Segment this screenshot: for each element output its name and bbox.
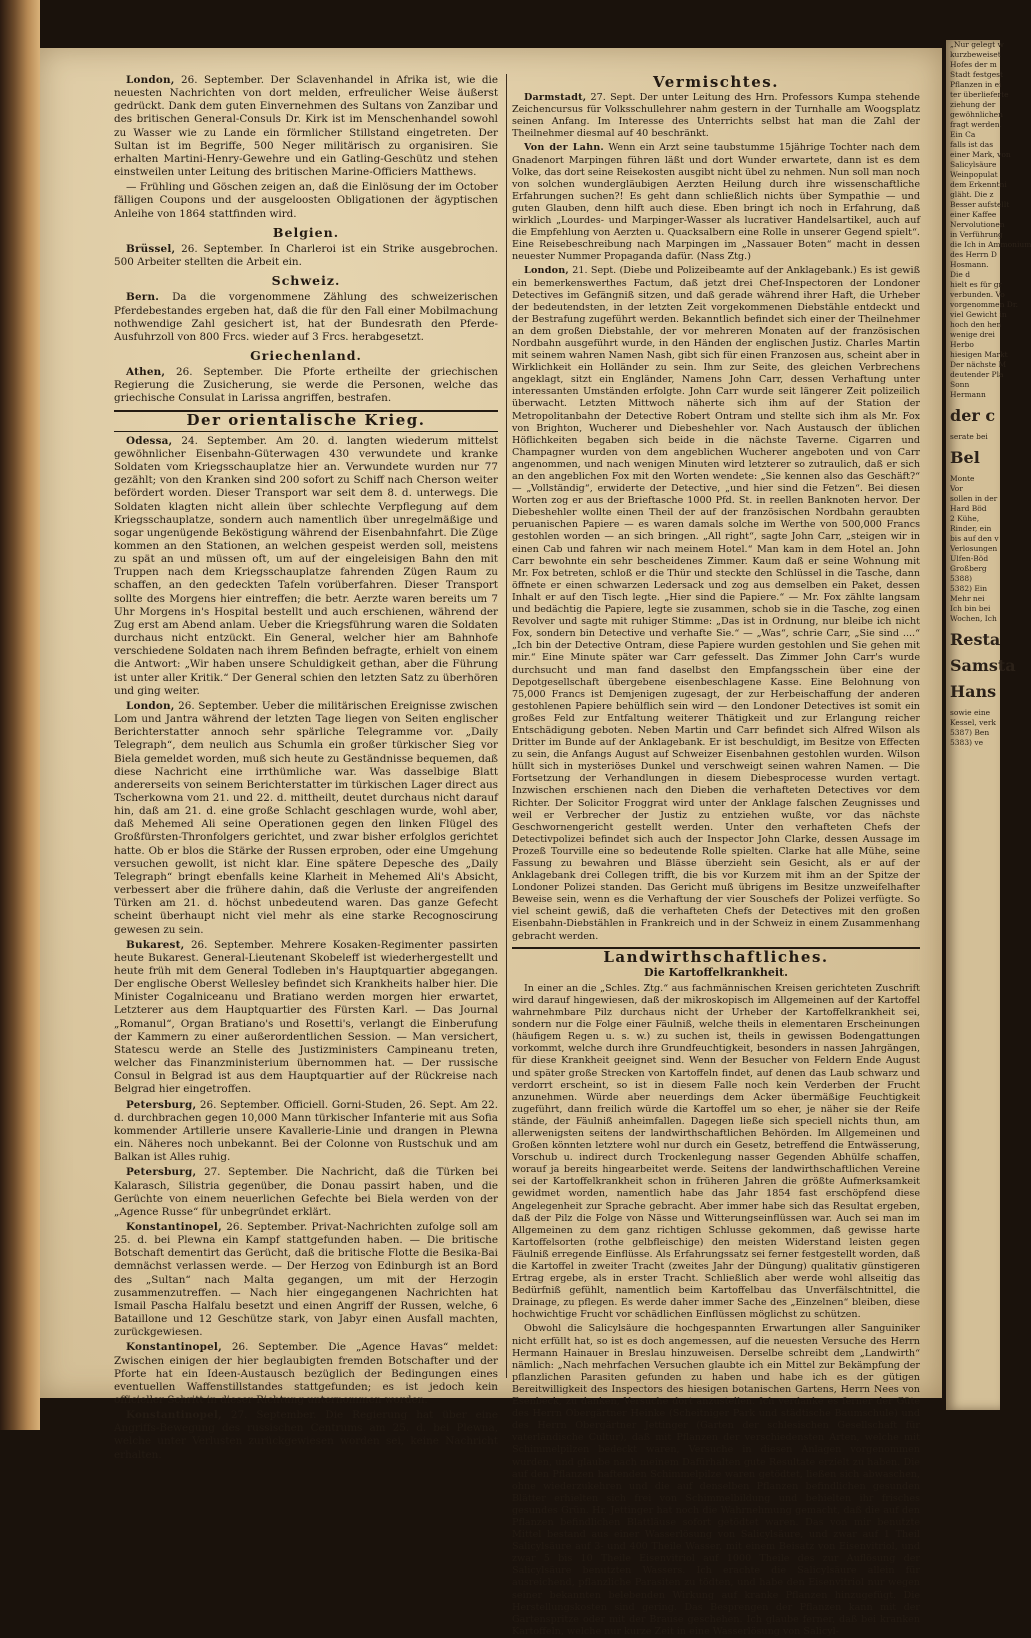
- adjacent-page-fragment: ter überlieferte: [950, 90, 1009, 99]
- adjacent-page-fragment: Resta: [950, 630, 1001, 649]
- adjacent-page-fragment: ziehung der: [950, 100, 996, 109]
- adjacent-page-fragment: 5387) Ben: [950, 728, 990, 737]
- adjacent-page-fragment: Stadt festgest: [950, 70, 1004, 79]
- adjacent-page-fragment: sollen in der: [950, 494, 998, 503]
- adjacent-page-fragment: sowie eine: [950, 708, 991, 717]
- adjacent-page-fragment: Die d: [950, 270, 971, 279]
- article-bern: Bern. Da die vorgenommene Zählung des schweizerischen Pferdebestandes ergeben hat, daß die für den Fall einer Mobilmachung nothwendige Zahl gesichert ist, hat der Bundesrath den Pferde-Ausfuhrzoll von 800 Frcs. wieder auf 3 Frcs. herabgesetzt.: [114, 291, 498, 343]
- adjacent-page-fragment: wenige drei: [950, 330, 995, 339]
- article-london-telegraph: London, 26. September. Ueber die militärischen Ereignisse zwischen Lom und Jantra während der letzten Tage liegen von Seiten englischer Berichterstatter annoch sehr spärliche Telegramme vor. „Daily Telegraph“, dem neulich aus Schumla ein großer türkischer Sieg vor Biela gemeldet worden, muß sich heute zu Geständnisse bequemen, daß diese Nachricht eine irrthümliche war. Was dasselbige Blatt andererseits von seinem Berichterstatter im türkischen Lager direct aus Tscherkowna vom 21. und 22. d. mittheilt, deutet durchaus nicht darauf hin, daß am 21. d. eine große Schlacht geschlagen wurde, wohl aber, daß Mehemed Ali seine Operationen gegen den linken Flügel des Großfürsten-Thronfolgers gerichtet, und zwar bisher erfolglos gerichtet hatte. Ob er blos die Stärke der Russen erproben, oder eine Umgehung versuchen gewollt, ist nicht klar. Eine spätere Depesche des „Daily Telegraph“ bringt ebenfalls keine Klarheit in Mehemed Ali's Absicht, verbessert aber die frühere dahin, daß die Verluste der angreifenden Türken am 21. d. höchst unbedeutend waren. Das ganze Gefecht scheint überhaupt nicht viel mehr als eine starke Recognoscirung gewesen zu sein.: [114, 699, 498, 936]
- adjacent-page-fragment: gewöhnlichen: [950, 110, 1003, 119]
- dateline: Darmstadt,: [524, 92, 587, 104]
- newspaper-page: [40, 48, 942, 1637]
- dateline: Petersburg,: [126, 1098, 197, 1111]
- adjacent-page-fragment: verbunden. Vo: [950, 290, 1005, 299]
- section-heading-krieg: Der orientalische Krieg.: [186, 410, 426, 429]
- adjacent-page-fragment: serate bei: [950, 432, 988, 441]
- adjacent-page-fragment: 5383) ve: [950, 738, 984, 747]
- adjacent-page-fragment: Hermann: [950, 390, 986, 399]
- adjacent-page-fragment: Monte: [950, 474, 975, 483]
- adjacent-page-fragment: der c: [950, 406, 996, 425]
- dateline: Brüssel,: [126, 242, 176, 255]
- adjacent-page-fragment: 2 Kühe,: [950, 514, 980, 523]
- section-rule: [114, 431, 498, 432]
- adjacent-page-fragment: vorgenommen Dr.: [950, 300, 1018, 309]
- article-kartoffel-2: Obwohl die Salicylsäure die hochgespannten Erwartungen aller Sanguiniker nicht erfüllt hat, so ist es doch angemessen, auf die neuesten Versuche des Herrn Hermann Hainauer in Breslau hinzuweisen. Derselbe schreibt dem „Landwirth“ nämlich: „Nach mehrfachen Versuchen glaubte ich ein Mittel zur Bekämpfung der pflanzlichen Parasiten gefunden zu haben und habe ich es der gütigen Bereitwilligkeit des Inspectors des hiesigen botanischen Gartens, Herrn Nees von Esenbeck, zu danken, Versuche dort anzustellen. Ich verdanke es ferner der Güte des Herrn Obergärtner Heinke (Scheitniger Park und städtische Baumschule) und des Herrn Obergärtner Jettinger (Garten der schlesischen Gesellschaft für vaterländische Cultur), daß mit Pflanzen der verschiedensten Arten, welche mit Schimmelpilzen bedeckt waren, Versuche in diesen Anlagen vorgenommen wurden, und glaube nach meinem Dafürhalten gute Resultate erzielt zu haben. Die auf den Pflanzen haftenden Schimmelpilze waren getödtet, ließen sich abwaschen, ohne wiederzukehren und die auf denselben Pflanzen befindlichen gesunden Blätter erhielten sich frei von Schimmelbildung und behielten ihr frisches gesundes Grün. Hr. Jettinger hat noch die Wahrnehmung gemacht, daß die auf den Pflanzen befindlichen Blattläuse sofort getödtet waren. Das von mir benutzte Mittel bestand aus einer Wasserlösung von Salicylsäure, und zwar auf 1 Theil Salicylsäure auf 3- und 400 Theile Wasser, mit einem Beisatz von Eisenvitriol, und zwar 5 bis 10 Theile Eisenvitriol auf 1000 Theile des zur Auflösung der Salicylsäure benutzten Wassers. Ich erachte die Salicylsäure allein für ausreichend, pflanzliche Parasiten zu tödten, und habe den Eisenvitriol nur wegen seiner bekannten belebenden Wirkung auf kranke Pflanzen hinzugefügt. Die Herstellungskosten sind gering. Das Besprengen der Pflanzen kann mit der Gartenspritze oder mit der Brause geschehen. Ich glaube ferner, daß bei kranken Kartoffeln, welche nur kurze Zeit in eine Wasserlösung von Salicyl-: [512, 1323, 920, 1637]
- adjacent-page-fragment: des Herrn D: [950, 250, 997, 259]
- dateline: Konstantinopel,: [126, 1341, 222, 1354]
- article-athen: Athen, 26. September. Die Pforte ertheilte der griechischen Regierung die Zusicherung, sie werde die Personen, welche das griechische Consulat in Larissa angriffen, bestrafen.: [114, 366, 498, 405]
- adjacent-page-fragment: Besser aufstellt: [950, 200, 1010, 209]
- adjacent-page-fragment: Ein Ca: [950, 130, 976, 139]
- column-divider: [506, 74, 507, 1378]
- adjacent-page-fragment: einer Mark, von: [950, 150, 1011, 159]
- adjacent-page-fragment: hielt es für gr: [950, 280, 1003, 289]
- article-bukarest: Bukarest, 26. September. Mehrere Kosaken-Regimenter passirten heute Bukarest. General-Lieutenant Skobeleff ist wiederhergestellt und heute früh mit dem General Todleben in's Hauptquartier abgegangen. Der englische Oberst Wellesley befindet sich Krankheits halber hier. Die Minister Cogalniceanu und Bratiano werden morgen hier erwartet, Letzterer aus dem Hauptquartier des Fürsten Karl. — Das Journal „Romanul“, Organ Bratiano's und Rosetti's, verlangt die Einberufung der Kammern zu einer außerordentlichen Session. — Man versichert, Statescu werde an Stelle des Justizministers Campineanu treten, welcher das Finanzministerium übernommen hat. — Der russische Consul in Belgrad ist aus dem Hauptquartier auf der Rückreise nach Belgrad hier eingetroffen.: [114, 938, 498, 1096]
- section-heading-landwirthschaft: Landwirthschaftliches.: [603, 947, 829, 966]
- dateline: Bukarest,: [126, 938, 185, 951]
- adjacent-page-edge: [946, 40, 1031, 1410]
- article-london-coupons: — Frühling und Göschen zeigen an, daß die Einlösung der im October fälligen Coupons und der ausgeloosten Obligationen der ägyptischen Anleihe von 1864 stattfinden wird.: [114, 181, 498, 220]
- adjacent-page-fragment: Vor: [950, 484, 963, 493]
- adjacent-page-fragment: Mehr nei: [950, 594, 985, 603]
- dateline: Odessa,: [126, 434, 173, 447]
- dateline: Konstantinopel,: [126, 1220, 222, 1233]
- section-heading-griechenland: Griechenland.: [250, 347, 362, 363]
- adjacent-page-fragment: hoch den hen: [950, 320, 1002, 329]
- dateline: London,: [126, 699, 175, 712]
- adjacent-page-fragment: Hofes der m: [950, 60, 997, 69]
- adjacent-page-fragment: bis auf den v: [950, 534, 999, 543]
- dateline: Bern.: [126, 291, 160, 304]
- adjacent-page-fragment: hiesigen Markt: [950, 350, 1008, 359]
- dateline: Von der Lahn.: [524, 142, 604, 154]
- adjacent-page-fragment: Hosmann.: [950, 260, 989, 269]
- adjacent-page-fragment: Pflanzen in ei: [950, 80, 1002, 89]
- adjacent-page-fragment: Verlosungen: [950, 544, 998, 553]
- adjacent-page-fragment: Hans: [950, 682, 997, 701]
- dateline: Petersburg,: [126, 1166, 197, 1179]
- adjacent-page-fragment: Wochen, Ich: [950, 614, 997, 623]
- dateline: London,: [524, 265, 569, 277]
- adjacent-page-fragment: Herbo: [950, 340, 974, 349]
- adjacent-page-fragment: kurzbeweiset: [950, 50, 1001, 59]
- adjacent-page-fragment: gläht. Die z: [950, 190, 994, 199]
- article-darmstadt: Darmstadt, 27. Sept. Der unter Leitung des Hrn. Professors Kumpa stehende Zeichencursus für Volksschullehrer nahm gestern in der Turnhalle am Woogsplatz seinen Anfang. Im Interesse des Unterrichts selbst hat man die Zahl der Theilnehmer diesmal auf 40 beschränkt.: [512, 92, 920, 140]
- adjacent-page-fragment: Großberg: [950, 564, 987, 573]
- dateline: Konstantinopel,: [126, 1409, 222, 1422]
- article-petersburg-1: Petersburg, 26. September. Officiell. Gorni-Studen, 26. Sept. Am 22. d. durchbrachen gegen 10,000 Mann türkischer Infanterie mit aus Sofia kommender Artillerie unsere Kavallerie-Linie und drangen in Plewna ein. Näheres noch unbekannt. Bei der Colonne von Rustschuk und am Balkan ist Alles ruhig.: [114, 1098, 498, 1164]
- left-column: [114, 74, 498, 1461]
- adjacent-page-fragment: Sonn: [950, 380, 970, 389]
- section-heading-belgien: Belgien.: [272, 224, 340, 240]
- adjacent-page-fragment: „Nur gelegt w: [950, 40, 1004, 49]
- article-konstantinopel-2: Konstantinopel, 26. September. Die „Agence Havas“ meldet: Zwischen einigen der hier beglaubigten fremden Botschafter und der Pforte hat ein Ideen-Austausch bezüglich der Bedingungen eines eventuellen Waffenstillstandes stattgefunden; es ist jedoch kein officieller Schritt in dieser Richtung unternommen worden.: [114, 1341, 498, 1406]
- section-heading-vermischtes: Vermischtes.: [653, 73, 779, 91]
- article-bruessel: Brüssel, 26. September. In Charleroi ist ein Strike ausgebrochen. 500 Arbeiter stellten die Arbeit ein.: [114, 242, 498, 269]
- article-london-detectives: London, 21. Sept. (Diebe und Polizeibeamte auf der Anklagebank.) Es ist gewiß ein bemerkenswerthes Factum, daß jetzt drei Chef-Inspectoren der Londoner Detectives im Gefängniß sitzen, und daß gerade während ihrer Haft, die Urheber der bedeutendsten, in der letzten Zeit vorgekommenen Diebstähle entdeckt und der Bestrafung zugeführt werden. Bekanntlich befindet sich einer der Theilnehmer an dem großen Diebstahle, der vor mehreren Monaten auf der französischen Nordbahn ausgeführt wurde, in den Händen der englischen Justiz. Charles Martin mit seinem wahren Namen Nash, gibt sich für einen Franzosen aus, scheint aber in Wirklichkeit ein Holländer zu sein. Ihm zur Seite, des gleichen Verbrechens angeklagt, sitzt ein Engländer, Namens John Carr, dessen Verhaftung unter interessanten Umständen erfolgte. John Carr wurde seit längerer Zeit polizeilich überwacht. Letzten Mittwoch näherte sich ihm auf der Station der Metropolitanbahn der Detective Robert Ontram und stellte sich ihm als Mr. Fox von Brighton, Wucherer und Diebeshehler vor. Nach Austausch der üblichen Höflichkeiten begaben sich beide in die nächste Taverne. Cigarren und Champagner wurden von dem angeblichen Wucherer angeboten und von Carr angenommen, und nach wenigen Minuten wird letzterer so zutraulich, daß er sich an den angeblichen Fox mit den Worten wendete: „Sie kennen also das Geschäft?“ — „Vollständig“, erwiderte der Detective, „und hier sind die Fetzen“. Bei diesen Worten zog er aus der Brieftasche 1000 Pfd. St. in reellen Banknoten hervor. Der Diebeshehler wollte einen Theil der auf der französischen Nordbahn geraubten peruanischen Papiere — es waren damals solche im Werthe von 500,000 Francs gestohlen worden — an sich bringen. „All right“, sagte John Carr, „steigen wir in einen Cab und fahren wir nach meinem Hotel.“ Man kam in dem Hotel an. John Carr bewohnte ein sehr bescheidenes Zimmer. Kaum daß er seine Wohnung mit Mr. Fox betreten, schloß er die Thür und steckte den Schlüssel in die Tasche, dann öffnete er einen schwarzen Ledersack und zog aus demselben ein Paket, dessen Inhalt er auf den Tisch legte. „Hier sind die Papiere.“ — Mr. Fox zählte langsam und bedächtig die Papiere, legte sie zusammen, schob sie in die Tasche, zog einen Revolver und sagte mit ruhiger Stimme: „Das ist in Ordnung, nur bleibe ich nicht Fox, sondern bin Detective und verhafte Sie.“ — „Was“, schrie Carr, „Sie sind ....“ „Ich bin der Detective Ontram, diese Papiere wurden gestohlen und Sie gehen mit mir.“ Eine Minute später war Carr gefesselt. Das Zimmer John Carr's wurde durchsucht und man fand daselbst den Empfangsschein über eine der Depotgesellschaft übergebene eisenbeschlagene Kasse. Eine Belohnung von 75,000 Francs ist Demjenigen zugesagt, der zur Herbeischaffung der anderen gestohlenen Papiere behülflich sein wird — den Londoner Detectives ist somit ein großes Feld zur Entfaltung weiterer Thätigkeit und zur Erlangung reicher Entschädigung geboten. Neben Martin und Carr befindet sich Alfred Wilson als Dritter im Bunde auf der Anklagebank. Er ist beschuldigt, im Besitze von Effecten zu sein, die Anfangs August auf Schweizer Eisenbahnen gestohlen wurden. Wilson hüllt sich in mysteriöses Dunkel und verschweigt seinen wahren Namen. — Die Fortsetzung der Verhandlungen in diesem Diebesprocesse wurden vertagt. Inzwischen erschienen nach den Dieben die verhafteten Detectives vor dem Richter. Der Solicitor Froggrat wird unter der Anklage falschen Zeugnisses und weil er Verbrecher der Justiz zu entziehen wußte, vor das nächste Geschwornengericht gestellt werden. Unter den verhafteten Chefs der Detectivpolizei befindet sich auch der Inspector John Clarke, dessen Aussage im Prozeß Tourville eine so bedeutende Rolle spielten. Clarke hat alle Mühe, seine Fassung zu bewahren und Blässe überzieht sein Gesicht, als er auf der Anklagebank drei Collegen trifft, die bis vor Kurzem mit ihm an der Spitze der Londoner Polizei standen. Das Gericht muß übrigens im Besitze unzweifelhafter Beweise sein, wenn es die Verhaftung der vier Souschefs der Polizei verfügte. So viel scheint gewiß, daß die verhafteten Chefs der Detectives mit den großen Eisenbahn-Diebstählen in Frankreich und in der Schweiz in einem Zusammenhang gebracht werden.: [512, 265, 920, 942]
- adjacent-page-fragment: Kessel, verk: [950, 718, 996, 727]
- adjacent-page-fragment: Weinpopulat: [950, 170, 998, 179]
- adjacent-page-fragment: Salicylsäure: [950, 160, 997, 169]
- section-heading-schweiz: Schweiz.: [271, 273, 341, 289]
- adjacent-page-fragment: falls ist das: [950, 140, 994, 149]
- adjacent-page-fragment: in Verführung: [950, 230, 1003, 239]
- adjacent-page-fragment: viel Gewicht in: [950, 310, 1007, 319]
- adjacent-page-fragment: Nervolutionen: [950, 220, 1005, 229]
- article-odessa: Odessa, 24. September. Am 20. d. langten wiederum mittelst gewöhnlicher Eisenbahn-Güterwagen 430 verwundete und kranke Soldaten vom Kriegsschauplatze hier an. Verwundete wurden nur 77 gezählt; von den Kranken sind 200 sofort zu Schiff nach Cherson weiter befördert worden. Dieser Transport war seit dem 8. d. unterwegs. Die Soldaten klagten nicht allein über schlechte Verpflegung auf dem Kriegsschauplatze, sondern auch namentlich über unregelmäßige und sogar ungenügende Beköstigung während der Eisenbahnfahrt. Die Züge kommen an den Stationen, an welchen gespeist werden soll, meistens zu spät an und müssen oft, um auf der eingeleisigen Bahn den mit Truppen nach dem Kriegsschauplatze fahrenden Zügen Raum zu schaffen, an den gedeckten Tafeln vorüberfahren. Dieser Transport sollte des Morgens hier eintreffen; die betr. Aerzte waren bereits um 7 Uhr Morgens in's Hospital bestellt und auch erschienen, während der Zug erst am Abend anlam. Ueber die Kriegsführung waren die Soldaten durchaus nicht entzückt. Ein General, welcher hier am Bahnhofe verschiedene Soldaten nach ihrem Befinden befragte, erhielt von einem die Antwort: „Wir haben unsere Schuldigkeit gethan, aber die Führung ist unter aller Kritik.“ Der General schien den letzten Satz zu überhören und ging weiter.: [114, 434, 498, 697]
- adjacent-page-fragment: fragt werden.: [950, 120, 1002, 129]
- adjacent-page-fragment: Ich bin bei: [950, 604, 991, 613]
- adjacent-page-fragment: Samsta: [950, 656, 1016, 675]
- adjacent-page-fragment: dem Erkenntni: [950, 180, 1007, 189]
- adjacent-page-fragment: Der nächste M: [950, 360, 1007, 369]
- article-konstantinopel-3: Konstantinopel, 27. September. Die Regierung hat über eine Angriffs-Bewegung des russischen Centrums am 25. d. bei Plewna, welche unter Verlusten zurückgewiesen worden sei, keine Nachricht erhalten.: [114, 1409, 498, 1461]
- adjacent-page-fragment: Bel: [950, 448, 980, 467]
- right-column: [512, 73, 920, 1637]
- adjacent-page-fragment: 5382) Ein: [950, 584, 988, 593]
- book-spine: [0, 0, 40, 1430]
- adjacent-page-fragment: die Ich in Ammonium: [950, 240, 1031, 249]
- article-london-sklavenhandel: London, 26. September. Der Sclavenhandel in Afrika ist, wie die neuesten Nachrichten von dort melden, erfreulicher Weise äußerst gedrückt. Dank dem guten Einvernehmen des Sultans von Zanzibar und des britischen General-Consuls Dr. Kirk ist im Menschenhandel sowohl zu Wasser wie zu Lande ein förmlicher Stillstand eingetreten. Der Sultan ist im Begriffe, 500 Neger militärisch zu organisiren. Sie erhalten Martini-Henry-Gewehre und ein Gatling-Geschütz und stehen einstweilen unter Leitung des britischen Marine-Officiers Matthews.: [114, 74, 498, 179]
- dateline: London,: [126, 74, 175, 86]
- article-petersburg-2: Petersburg, 27. September. Die Nachricht, daß die Türken bei Kalarasch, Silistria gegenüber, die Donau passirt haben, und die Gerüchte von einem neuerlichen Gefechte bei Biela werden von der „Agence Russe“ für unbegründet erklärt.: [114, 1166, 498, 1218]
- adjacent-page-fragment: Hard Böd: [950, 504, 987, 513]
- adjacent-page-fragment: Rinder, ein: [950, 524, 992, 533]
- adjacent-page-fragment: Ulfen-Böd: [950, 554, 989, 563]
- adjacent-page-fragment: 5388): [950, 574, 973, 583]
- adjacent-page-fragment: einer Kaffee: [950, 210, 997, 219]
- article-konstantinopel-1: Konstantinopel, 26. September. Privat-Nachrichten zufolge soll am 25. d. bei Plewna ein Kampf stattgefunden haben. — Die britische Botschaft dementirt das Gerücht, daß die britische Flotte die Besika-Bai demnächst verlassen werde. — Der Herzog von Edinburgh ist an Bord des „Sultan“ nach Malta gegangen, um mit der Herzogin zusammenzutreffen. — Nach hier eingegangenen Nachrichten hat Ismail Pascha Halfalu besetzt und einen Angriff der Russen, welche, 6 Bataillone und 12 Geschütze stark, von Jabyr einen Ausfall machten, zurückgewiesen.: [114, 1220, 498, 1339]
- article-lahn: Von der Lahn. Wenn ein Arzt seine taubstumme 15jährige Tochter nach dem Gnadenort Marpingen führen läßt und dort Wunder erwartete, dann ist es dem Volke, das dort seine Reisekosten ausgibt nicht übel zu nehmen. Nun soll man noch von solchen wundergläubigen Aerzten Heilung durch ihre wissenschaftliche Erfahrungen suchen?! Es geht dann schließlich nichts über Sympathie — und guten Glauben, denn hilft auch diese. Eben bringt ich noch in Erfahrung, daß wirklich „Lourdes- und Marpinger-Wasser als lucrativer Handelsartikel, auch auf die Empfehlung von Aerzten u. Quacksalbern eine Rolle in unserer Gegend spielt“. Eine Reisebeschreibung nach Marpingen im „Nassauer Boten“ macht in dessen neuester Nummer Propaganda dafür. (Nass Ztg.): [512, 142, 920, 263]
- article-kartoffel-1: In einer an die „Schles. Ztg.“ aus fachmännischen Kreisen gerichteten Zuschrift wird darauf hingewiesen, daß der mikroskopisch im Allgemeinen auf der Kartoffel wahrnehmbare Pilz durchaus nicht der Urheber der Kartoffelkrankheit sei, sondern nur die Folge einer Fäulniß, welche theils in elementaren Erscheinungen (häufigem Regen u. s. w.) zu suchen ist, theils in gewissen Bodengattungen vorkommt, welche durch ihre Grundfeuchtigkeit, besonders in nassen Jahrgängen, für diese Krankheit geeignet sind. Wenn der Besucher von Feldern Ende August und später große Strecken von Kartoffeln findet, auf denen das Laub schwarz und verdorrt erscheint, so ist in diesem Falle noch kein Verderben der Frucht anzunehmen. Würde aber neuerdings dem Acker übermäßige Feuchtigkeit zugeführt, dann freilich würde die Kartoffel um so eher, je näher sie der Reife stände, der Fäulniß anheimfallen. Dagegen ließe sich speciell nichts thun, am allerwenigsten seitens der landwirthschaftlichen Behörden. Im Allgemeinen und Großen könnten letztere wohl nur durch ein Gesetz, betreffend die Entwässerung, Vorschub u. indirect durch Trockenlegung nasser Gegenden Abhülfe schaffen, worauf ja bereits hingearbeitet werde. Seitens der landwirthschaftlichen Vereine sei der Kartoffelkrankheit schon in früheren Jahren die größte Aufmerksamkeit gewidmet worden, namentlich habe das Jahr 1854 fast erschöpfend diese Angelegenheit zur Sprache gebracht. Aber immer habe sich das Resultat ergeben, daß der Pilz die Folge von Nässe und Witterungseinflüssen war. Auch sei man im Allgemeinen zu dem ganz richtigen Schlusse gekommen, daß gewisse harte Kartoffelsorten (rothe gelbfleischige) den meisten Widerstand leisten gegen Fäulniß erregende Einflüsse. Als Erfahrungssatz sei ferner festgestellt worden, daß die Kartoffel in zweiter Tracht (zweites Jahr der Düngung) qualitativ günstigeren Ertrag ergebe, als in erster Tracht. Schließlich aber werde wohl allseitig das Bedürfniß gefühlt, namentlich beim Kartoffelbau das Unverfälschtnittel, die Drainage, zu pflegen. Es werde daher immer Sache des „Einzelnen“ bleiben, diese hochwichtige Frucht vor schädlichen Einflüssen möglichst zu schützen.: [512, 982, 920, 1321]
- article-subheading: Die Kartoffelkrankheit.: [644, 965, 788, 979]
- adjacent-page-fragment: deutender Pla: [950, 370, 1004, 379]
- dateline: Athen,: [126, 366, 166, 379]
